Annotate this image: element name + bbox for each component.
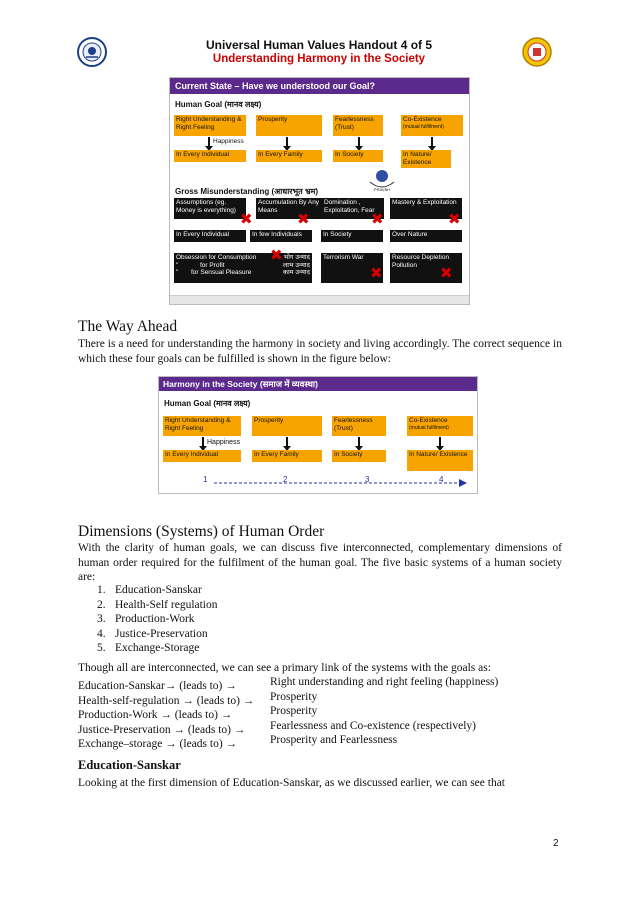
link-goal: Prosperity	[270, 705, 318, 717]
misunderstanding-box: Mastery & Exploitation	[390, 198, 462, 219]
happiness-label: Happiness	[207, 439, 241, 446]
human-goal-label: Human Goal (मानव लक्ष्य)	[164, 399, 251, 408]
obsession-hindi: काम उन्माद	[282, 269, 310, 276]
figure-current-state	[169, 77, 470, 305]
seal-icon	[365, 164, 399, 199]
obsession-line: Obsession for Consumption	[176, 254, 257, 261]
depletion-box: Resource Depletion Pollution	[390, 253, 462, 283]
obsession-hindi: भोग उन्माद	[283, 254, 310, 261]
target-box: In Every Individual	[174, 150, 246, 162]
target-box: In Every Individual	[163, 450, 241, 462]
goal-box	[401, 115, 463, 136]
obsession-line: for Sensual Pleasure	[190, 269, 252, 276]
list-text: Education-Sanskar	[115, 584, 202, 596]
handout-subtitle: Understanding Harmony in the Society	[212, 53, 426, 65]
goal-box: Prosperity	[256, 115, 322, 136]
misunderstanding-box: Accumulation By Any Means	[256, 198, 322, 219]
arrow-down	[286, 437, 288, 447]
list-num: 1.	[97, 584, 106, 596]
section-paragraph: There is a need for understanding the harmony in society and living accordingly. The correct sequence in which these four goals can be fulfilled is shown in the figure below:	[78, 338, 562, 365]
target-box: In Every Family	[256, 150, 322, 162]
page-number: 2	[553, 838, 559, 849]
link-goal: Prosperity	[270, 690, 318, 703]
target-box: In Society	[333, 150, 383, 162]
goal-box: Fearlessness (Trust)	[332, 416, 386, 436]
list-text: Health-Self regulation	[115, 598, 218, 611]
cross-icon: ✖	[297, 210, 310, 228]
misunderstanding-target: In few Individuals	[250, 230, 312, 242]
list-item	[97, 642, 218, 657]
figure-title: Current State – Have we understood our Goal?	[170, 78, 469, 94]
target-box: In Nature/ Existence	[401, 150, 451, 168]
link-system: Exchange–storage → (leads to) →	[78, 738, 238, 750]
subsection-heading: Education-Sanskar	[78, 758, 181, 772]
list-num: 5.	[97, 642, 106, 654]
cross-icon: ✖	[448, 210, 461, 228]
goal-links	[78, 676, 558, 749]
terrorism-box: Terrorism War	[321, 253, 383, 283]
figure-harmony	[158, 376, 478, 494]
handout-title: Universal Human Values Handout 4 of 5	[205, 38, 433, 52]
list-num: 2.	[97, 598, 106, 611]
human-goal-label: Human Goal (मानव लक्ष्य)	[175, 100, 262, 109]
figure-scrollbar	[170, 295, 469, 304]
list-item	[97, 584, 218, 599]
figure-title: Harmony in the Society (समाज में व्यवस्था)	[159, 377, 477, 391]
ditto-mark: "	[176, 261, 179, 269]
arrow-down	[208, 137, 210, 147]
goal-box: Prosperity	[252, 416, 322, 436]
misunderstanding-target: Over Nature	[390, 230, 462, 242]
right-logo	[522, 37, 552, 72]
link-row	[78, 720, 558, 735]
link-row	[78, 734, 558, 749]
link-system: Justice-Preservation → (leads to) →	[78, 723, 246, 736]
goal-box	[407, 416, 473, 436]
section-heading: The Way Ahead	[78, 318, 178, 335]
arrow-down	[202, 437, 204, 447]
list-text: Production-Work	[115, 613, 195, 625]
goal-box: Right Understanding & Right Feeling	[174, 115, 246, 136]
list-num: 3.	[97, 613, 106, 625]
list-item	[97, 599, 218, 614]
cross-icon: ✖	[240, 210, 253, 228]
arrow-down	[431, 137, 433, 147]
list-num: 4.	[97, 627, 106, 640]
cross-icon: ✖	[440, 264, 453, 282]
obsession-line: for Profit	[199, 261, 225, 269]
goal-box: Right Understanding & Right Feeling	[163, 416, 241, 436]
link-intro: Though all are interconnected, we can see a primary link of the systems with the goals as:	[78, 662, 491, 674]
arrow-down	[358, 137, 360, 147]
sequence-number: 4	[439, 475, 444, 484]
sequence-number: 1	[203, 475, 208, 484]
list-item	[97, 613, 218, 628]
link-system: Education-Sanskar→ (leads to) →	[78, 680, 237, 692]
cross-icon: ✖	[270, 246, 283, 264]
misunderstanding-box: Assumptions (eg. Money is everything)	[174, 198, 246, 219]
misunderstanding-target: In Every Individual	[174, 230, 246, 242]
obsession-hindi: लाभ उन्माद	[282, 261, 310, 269]
link-goal: Fearlessness and Co-existence (respectively)	[270, 719, 476, 732]
sequence-number: 2	[283, 475, 288, 484]
section-paragraph: Looking at the first dimension of Education-Sanskar, as we discussed earlier, we can see that	[78, 777, 506, 789]
link-goal: Right understanding and right feeling (happiness)	[270, 676, 499, 688]
goal-box-note: (mutual fulfilment)	[409, 424, 449, 431]
goal-box-label: Co-Existence	[403, 116, 442, 123]
systems-list	[97, 584, 218, 657]
ditto-mark: "	[176, 269, 179, 276]
misunderstanding-box: Domination , Exploitation, Fear	[322, 198, 384, 219]
link-row	[78, 676, 558, 691]
misunderstanding-target: In Society	[321, 230, 383, 242]
gross-misunderstanding-label: Gross Misunderstanding (आधारभूत भ्रम)	[175, 187, 319, 196]
link-system: Health-self-regulation → (leads to) →	[78, 694, 255, 707]
link-system: Production-Work → (leads to) →	[78, 709, 233, 721]
goal-box-note: (mutual fulfillment)	[403, 123, 444, 130]
sequence-number: 3	[365, 475, 370, 484]
goal-box-label: Co-Existence	[409, 417, 448, 424]
list-item	[97, 628, 218, 643]
link-row	[78, 691, 558, 706]
obsession-box	[174, 253, 312, 283]
arrow-down	[358, 437, 360, 447]
target-box: In Society	[332, 450, 386, 462]
section-paragraph: With the clarity of human goals, we can discuss five interconnected, complementary dimensions of human order required for the fulfilment of the human goal. The five basic systems of a human society are:	[78, 542, 562, 583]
section-heading: Dimensions (Systems) of Human Order	[78, 523, 325, 540]
list-text: Exchange-Storage	[115, 642, 200, 654]
happiness-label: Happiness	[213, 138, 244, 145]
cross-icon: ✖	[371, 210, 384, 228]
link-row	[78, 705, 558, 720]
arrow-down	[439, 437, 441, 447]
arrow-down	[286, 137, 288, 147]
seal-text: PRAVĀH	[373, 187, 391, 192]
link-goal: Prosperity and Fearlessness	[270, 734, 398, 746]
target-box: In Nature/ Existence	[407, 450, 473, 471]
list-text: Justice-Preservation	[115, 627, 208, 640]
cross-icon: ✖	[370, 264, 383, 282]
target-box: In Every Family	[252, 450, 322, 462]
goal-box: Fearlessness (Trust)	[333, 115, 383, 136]
